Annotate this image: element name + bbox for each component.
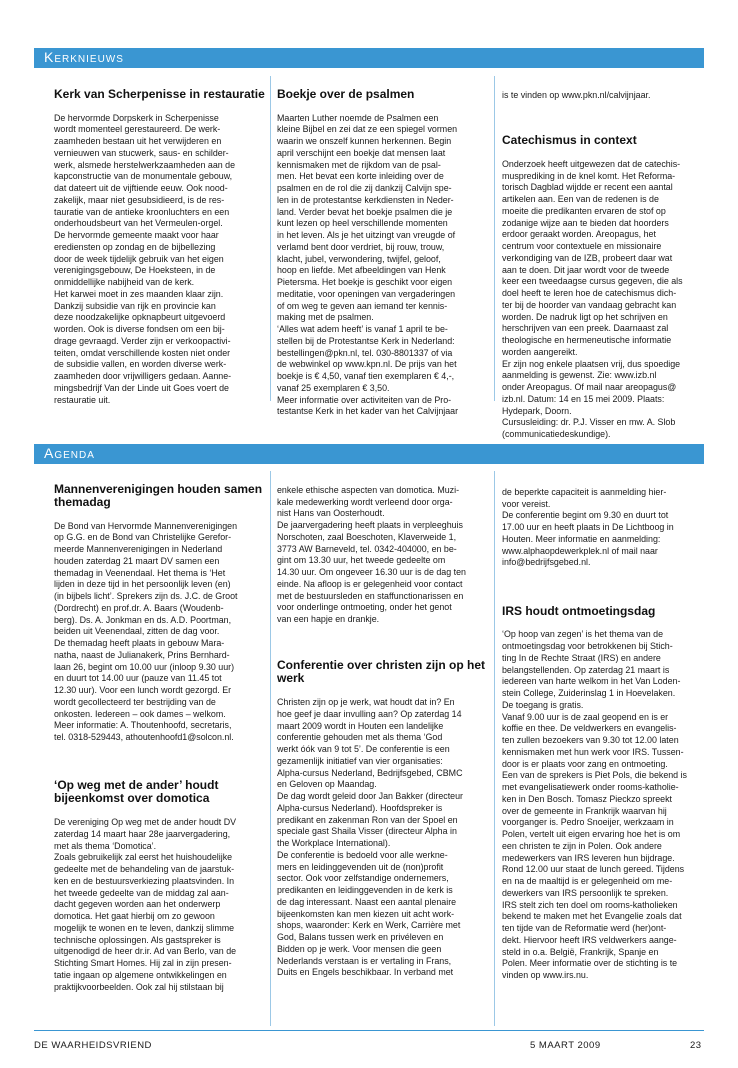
- column-divider: [494, 471, 495, 1026]
- footer-rule: [34, 1030, 704, 1031]
- article-continuation: de beperkte capaciteit is aanmelding hier- voor vereist. De conferentie begint om 9.30 en duurt tot 17.00 uur en heeft plaats in De Lichtboog in Houten. Meer informatie en aanmelding: www.alphaopdewerkplek.nl of mail naar info@bedrijfsgebed.nl.: [502, 486, 674, 568]
- article-title: IRS houdt ontmoetingsdag: [502, 603, 656, 618]
- article-catechismus: [502, 78, 716, 453]
- agenda-column-3: [502, 475, 716, 994]
- column-divider: [270, 76, 271, 401]
- article-body: Maarten Luther noemde de Psalmen een kleine Bijbel en zei dat ze een spiegel vormen waarin we onszelf kunnen herkennen. Begin april verschijnt een boekje dat mensen laat kennismaken met de rijkdom van de psal- men. Het bevat een korte inleiding over de psalmen en de rol die zij dankzij Calvijn spe- len in de protestantse kerkdiensten in Neder- land. Verder bevat het boekje psalmen die je kunt lezen op heel verschillende momenten in het leven. Als je het uitzingt van vreugde of verlamd bent door verdriet, bij rouw, trouw, klacht, jubel, verwondering, twijfel, geloof, hoop en liefde. Met afbeeldingen van Henk Pietersma. Het boekje is geschikt voor eigen meditatie, voor openingen van vergaderingen of om weg te geven aan iemand ter kennis- making met de psalmen. ‘Alles wat adem heeft’ is vanaf 1 april te be- stellen bij de Protestantse Kerk in Nederland: bestellingen@pkn.nl, tel. 030-8801337 of via de webwinkel op www.kpn.nl. De prijs van het boekje is € 4,50, vanaf tien exemplaren € 4,-, vanaf 25 exemplaren € 3,50. Meer informatie over activiteiten van de Pro- testantse Kerk in het kader van het Calvijnjaar: [277, 112, 459, 417]
- article-body: Onderzoek heeft uitgewezen dat de catechis- musprediking in de knel komt. Het Reforma- torisch Dagblad wijdde er recent een aantal artikelen aan. Een van de redenen is de moeite die predikanten ervaren de stof op zodanige wijze aan te bieden dat hoorders erdoor geraakt worden. Areopagus, het centrum voor contextuele en missionaire verkondiging van de IZB, probeert daar wat aan te doen. Dit jaar wordt voor de tweede keer een tweedaagse cursus gegeven, die als doel heeft te leren hoe de catechismus dich- ter bij de hoorder van vandaag gebracht kan worden. De nadruk ligt op het schrijven en herschrijven van een preek. Daarnaast zal theologische en hermeneutische informatie worden aangereikt. Er zijn nog enkele plaatsen vrij, dus spoedige aanmelding is gewenst. Zie: www.izb.nl onder Areopagus. Of mail naar areopagus@ izb.nl. Datum: 14 en 15 mei 2009. Plaats: Hydepark, Doorn. Cursusleiding: dr. P.J. Visser en mw. A. Slob (communicatiedeskundige).: [502, 158, 683, 439]
- article-title: ‘Op weg met de ander’ houdt bijeenkomst over domotica: [54, 778, 219, 806]
- agenda-column-2: [277, 473, 491, 991]
- article-body: De vereniging Op weg met de ander houdt DV zaterdag 14 maart haar 28e jaarvergadering, met als thema ‘Domotica’. Zoals gebruikelijk zal eerst het huishoudelijke gedeelte met de behandeling van de jaarstuk- ken en de bestuursverkiezing plaatsvinden. In het tweede gedeelte van de middag zal aan- dacht gegeven worden aan het onderwerp domotica. Het gaat hierbij om zo gewoon mogelijk te wonen en te leven, dankzij slimme technische oplossingen. Als gastspreker is uitgenodigd de heer dr.ir. Ad van Berlo, van de Stichting Smart Homes. Hij zal in zijn presen- tatie ingaan op algemene ontwikkelingen en praktijkvoorbeelden. Ook zal hij stilstaan bij: [54, 817, 237, 992]
- article-title: Catechismus in context: [502, 133, 637, 147]
- article-body: De hervormde Dorpskerk in Scherpenisse wordt momenteel gerestaureerd. De werk- zaamheden bestaan uit het verwijderen en vernieuwen van stucwerk, saus- en schilder- werk, alsmede herstelwerkzaamheden aan de kapconstructie van de monumentale gebouw, dat dateert uit de vijftiende eeuw. Ook nood- zakelijk, maar niet gesubsidieerd, is de res- tauratie van de antieke kroonluchters en een onderhoudsbeurt van het Vermeulen-orgel. De hervormde gemeente maakt voor haar erediensten op zondag en de bijbellezing door de week tijdelijk gebruik van het eigen verenigingsgebouw, De Hoeksteen, in de onmiddellijke nabijheid van de kerk. Het karwei moet in zes maanden klaar zijn. Dankzij subsidie van rijk en provincie kan deze noodzakelijke opknapbeurt uitgevoerd worden. Ook is diverse fondsen om een bij- drage gevraagd. Verder zijn er verkoopactivi- teiten, omdat verschillende kosten niet onder de subsidie vallen, en worden diverse werk- zaamheden door vrijwilligers gedaan. Aanne- mingsbedrijf Van der Linde uit Goes voert de restauratie uit.: [54, 112, 236, 405]
- section-title: Kerknieuws: [44, 49, 124, 65]
- article-body: ‘Op hoop van zegen’ is het thema van de ontmoetingsdag voor betrokkenen bij Stich- ting In de Rechte Straat (IRS) en andere belangstellenden. Op zaterdag 21 maart is iedereen van harte welkom in het Van Loden- stein College, Zuiderinslag 1 in Hoevelaken. De toegang is gratis. Vanaf 9.00 uur is de zaal geopend en is er koffie en thee. De veldwerkers en evangelis- ten zullen bezoekers van 9.30 tot 12.00 laten kennismaken met hun werk voor IRS. Tussen- door is er plaats voor zang en ontmoeting. Een van de sprekers is Piet Pols, die bekend is met evangelisatiewerk onder rooms-katholie- ken in Den Bosch. Tomasz Pieckzo spreekt over de gemeente in Frankrijk waarvan hij voorganger is. Pedro Snoeijer, werkzaam in Polen, vertelt uit eigen ervaring hoe het is om een christen te zijn in Polen. Ook andere medewerkers van IRS leveren hun bijdrage. Rond 12.00 uur staat de lunch gereed. Tijdens en na de maaltijd is er gelegenheid om me- dewerkers van IRS persoonlijk te spreken. IRS stelt zich ten doel om rooms-katholieken bekend te maken met het Evangelie zoals dat ten tijde van de Reformatie werd (her)ont- dekt. Hiervoor heeft IRS veldwerkers aange- steld in o.a. België, Frankrijk, Spanje en Polen. Meer informatie over de stichting is te vinden op www.irs.nu.: [502, 629, 687, 980]
- section-title: Agenda: [44, 445, 95, 461]
- agenda-column-1: [54, 471, 268, 1005]
- article-title: Kerk van Scherpenisse in restauratie: [54, 86, 265, 101]
- article-body: Christen zijn op je werk, wat houdt dat in? En hoe geef je daar invulling aan? Op zaterdag 14 maart 2009 wordt in Houten een landelijke conferentie gehouden met als thema ‘God werkt óók van 9 tot 5’. De conferentie is een gezamenlijk initiatief van vier organisaties: Alpha-cursus Nederland, Bedrijfsgebed, CBMC en Geloven op Maandag. De dag wordt geleid door Jan Bakker (directeur Alpha-cursus Nederland). Hoofdspreker is predikant en zakenman Ron van der Spoel en speciale gast Shaila Visser (directeur Alpha in the Workplace International). De conferentie is bedoeld voor alle werkne- mers en leidinggevenden uit de (non)profit sector. Ook voor zelfstandige ondernemers, predikanten en leidinggevenden in de kerk is de dag interessant. Naast een aantal plenaire bijeenkomsten kan men kiezen uit acht work- shops, waaronder: Kerk en Werk, Carrière met God, Balans tussen werk en privéleven en Bidden op je werk. Voor mensen die geen Nederlands verstaan is er vertaling in Frans, Duits en Engels beschikbaar. In verband met: [277, 697, 463, 978]
- article-continuation: is te vinden op www.pkn.nl/calvijnjaar.: [502, 89, 651, 100]
- article-body: De Bond van Hervormde Mannenverenigingen op G.G. en de Bond van Christelijke Gerefor- meerde Mannenverenigingen in Nederland houden zaterdag 21 maart DV samen een themadag in Veenendaal. Het thema is ‘Het lijden in deze tijd in het persoonlijk leven (en) (in bijbels licht’. Sprekers zijn ds. J.C. de Groot (Dordrecht) en prof.dr. A. Baars (Woudenb- berg). Ds. A. Jonkman en ds. A.D. Poortman, beiden uit Veenendaal, zitten de dag voor. De themadag heeft plaats in gebouw Mara- natha, naast de Julianakerk, Prins Bernhard- laan 26, begint om 10.00 uur (inloop 9.30 uur) en duurt tot 14.00 uur (pauze van 11.45 tot 12.30 uur). Voor een lunch wordt gezorgd. Er wordt gecollecteerd ter bestrijding van de onkosten. Iedereen – ook dames – welkom. Meer informatie: A. Thoutenhoofd, secretaris, tel. 0318-529443, athoutenhoofd1@solcon.nl.: [54, 520, 238, 742]
- article-title: Boekje over de psalmen: [277, 86, 415, 101]
- article-kerk-scherpenisse: [54, 76, 268, 418]
- section-header-agenda: [34, 444, 704, 464]
- article-title: Conferentie over christen zijn op het werk: [277, 658, 486, 686]
- column-divider: [270, 471, 271, 1026]
- article-title: Mannenverenigingen houden samen themadag: [54, 481, 263, 509]
- article-continuation: enkele ethische aspecten van domotica. Muzi- kale medewerking wordt verleend door orga- nist Hans van Oosterhoudt. De jaarvergadering heeft plaats in verpleeghuis Norschoten, zaal Boeschoten, Klaverweide 1, 3773 AW Barneveld, tel. 0342-404000, en be- gint om 13.30 uur, het tweede gedeelte om 14.30 uur. Om ongeveer 16.30 uur is de dag ten einde. Na afloop is er gelegenheid voor contact met de bestuursleden en staffunctionarissen en voor onderlinge ontmoeting, onder het genot van een hapje en drankje.: [277, 484, 466, 624]
- section-header-kerknieuws: [34, 48, 704, 68]
- footer-page-number: 23: [690, 1040, 702, 1051]
- footer-date: 5 MAART 2009: [530, 1040, 601, 1051]
- column-divider: [494, 76, 495, 401]
- article-boekje-psalmen: [277, 76, 491, 430]
- footer-publication: DE WAARHEIDSVRIEND: [34, 1040, 152, 1051]
